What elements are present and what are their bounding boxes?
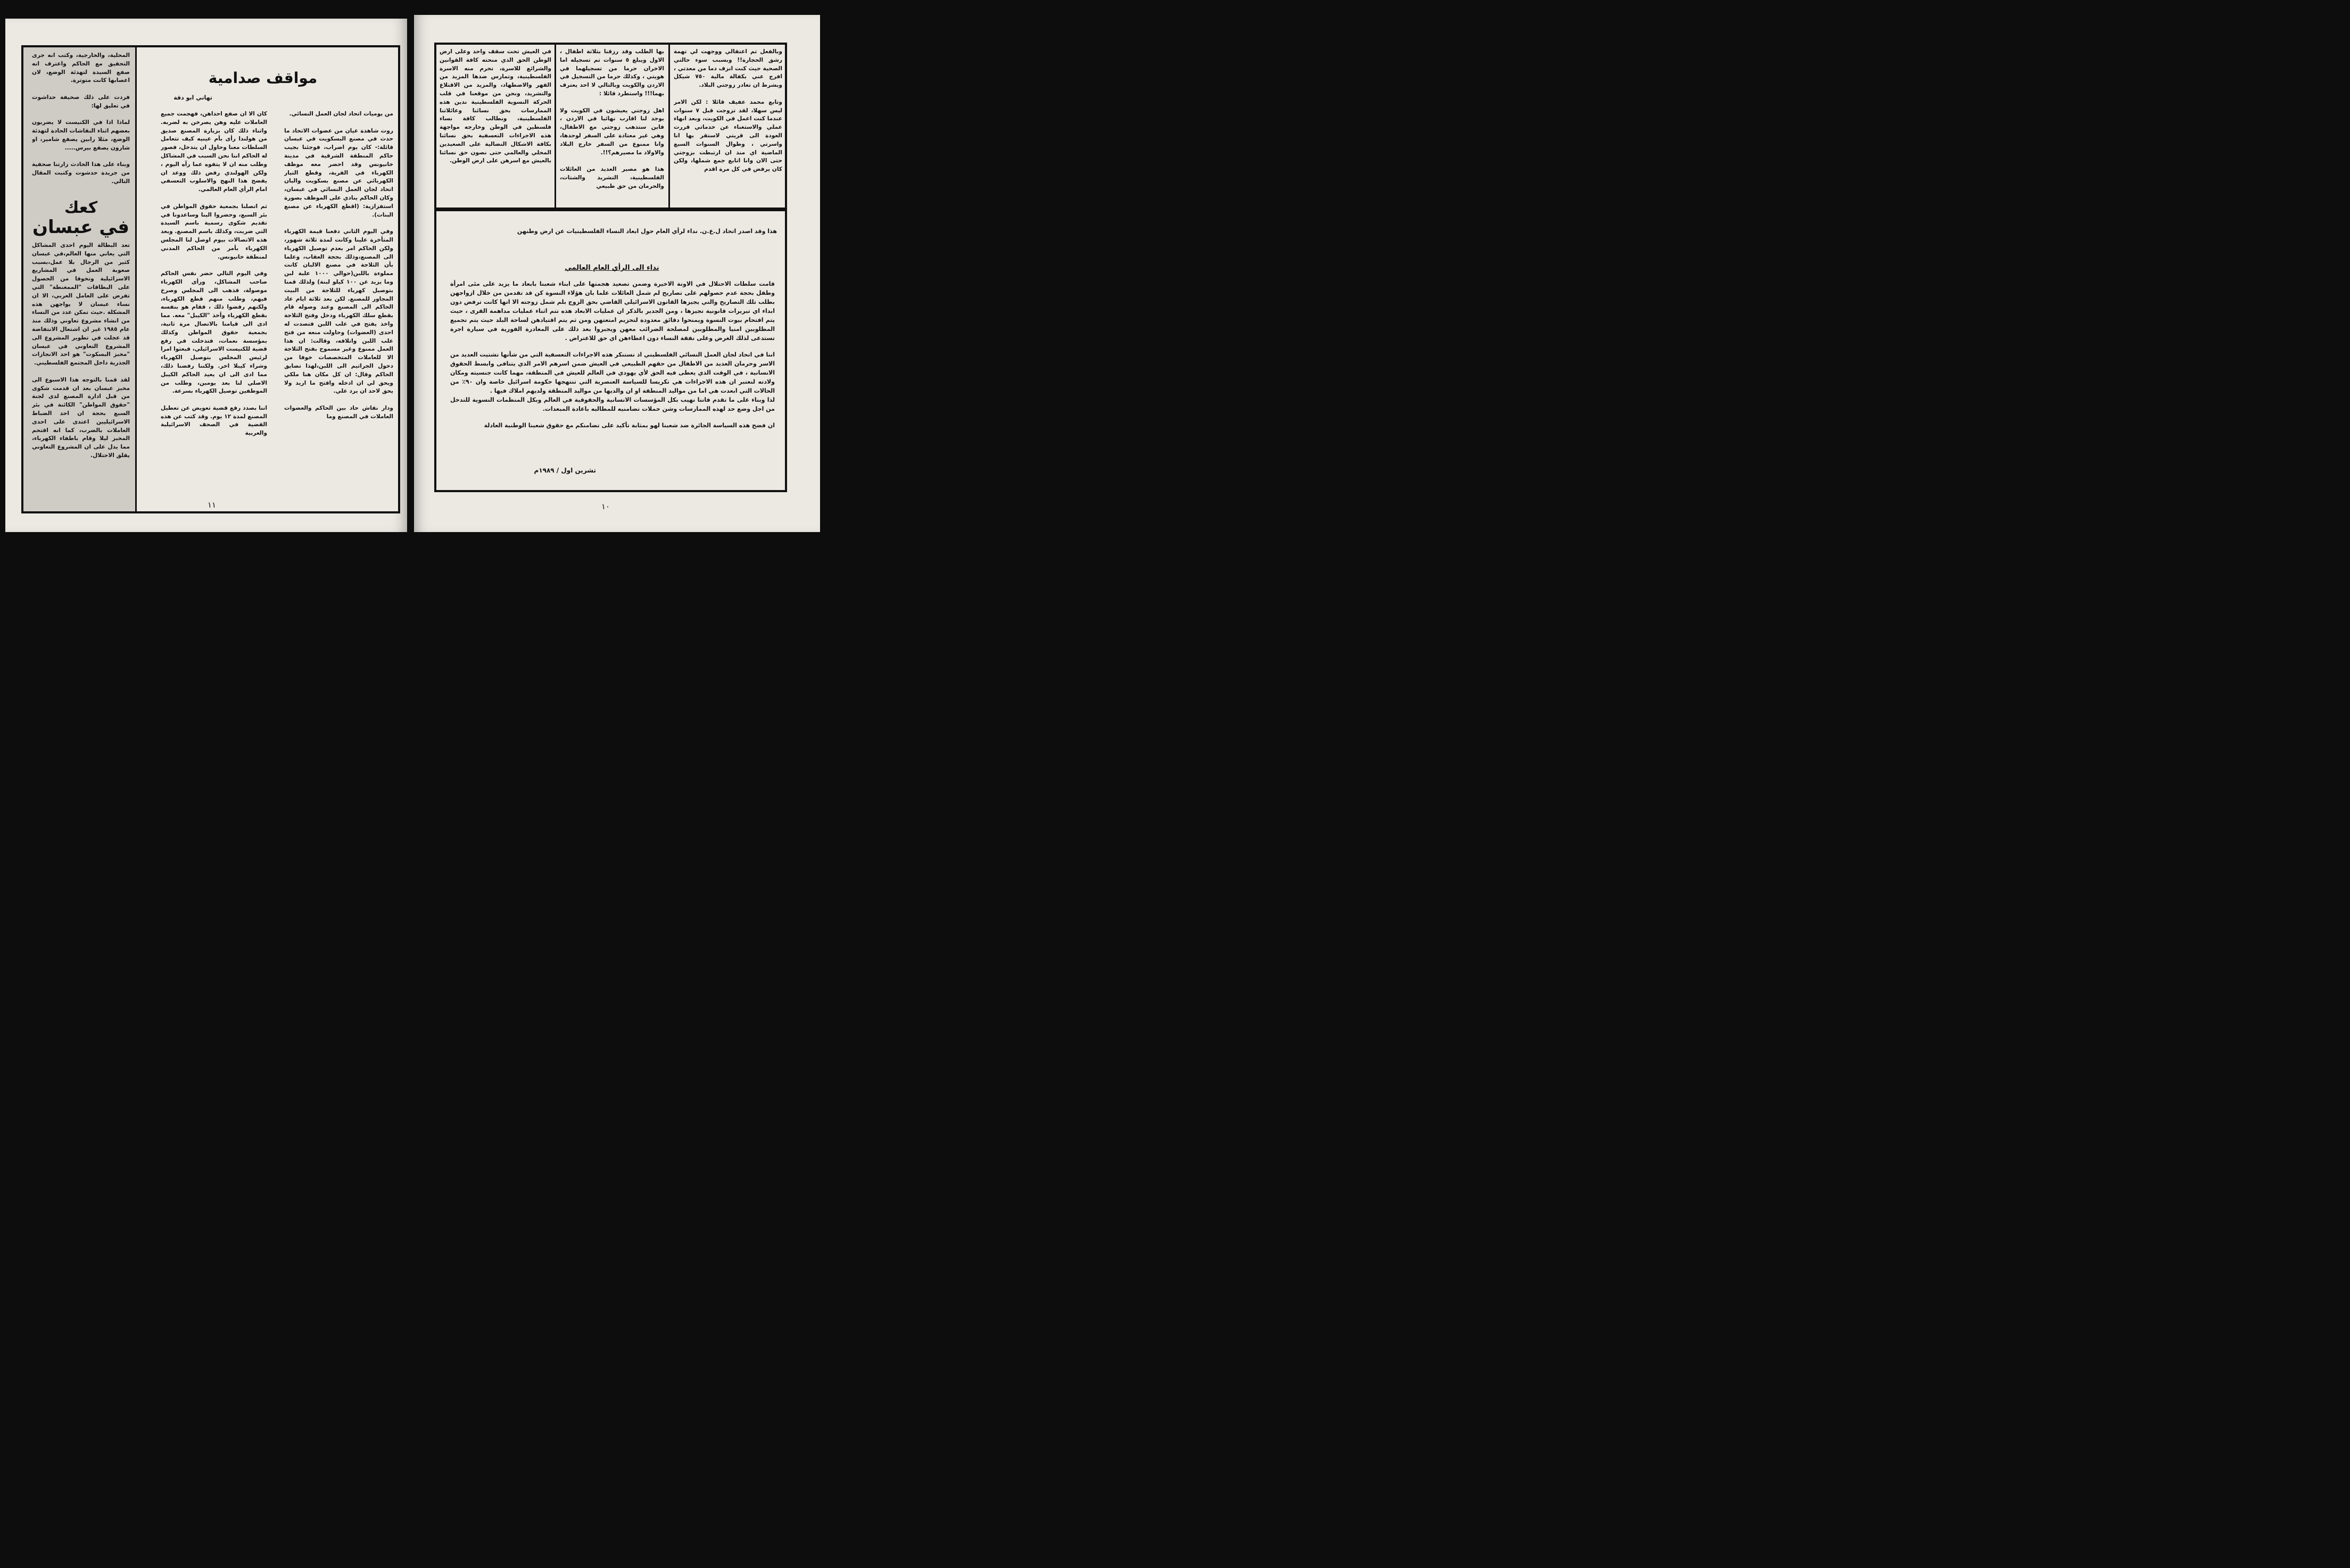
col-c: من يوميات اتحاد لجان العمل النسائي. روت شاهدة عيان من عضوات الاتحاد ما حدث في مصنع البسكويت في عبسان قائلة:- كان يوم اضراب، فوجئنا بجيب حاكم المنطقة الشرقية في مدينة خانيونس وقد احضر معه موظف الكهرباء في القرية، وقطع التيار الكهربائي عن مصنع بسكويت والبان اتحاد لجان العمل النسائي في عبسان، وكان الحاكم ينادي على الموظف بصورة استفزازية: (اقطع الكهرباء عن مصنع البنات). وفي اليوم الثاني دفعنا قيمة الكهرباء المتأخرة علينا وكانت لمدة ثلاثة شهور، ولكن الحاكم امر بعدم توصيل الكهرباء الى المصنع،وذلك بحجة العقاب، وعلما بأن الثلاجة في مصنع الالبان كانت مملوءة باللبن(حوالي ١٠٠٠ علبة لبن وما يزيد عن ١٠٠ كيلو لبنة) ولذلك قمنا بتوصيل كهرباء للثلاجة من البيت المجاور للمصنع. لكن بعد ثلاثة ايام عاد الحاكم الى المصنع وعند وصوله قام بقطع سلك الكهرباء ودخل وفتح الثلاجة واخذ يفتح في علب اللبن فتصدت له احدى (العضوات) وحاولت منعه من فتح علب اللبن واتلافه، وقالت: ان هذا العمل ممنوع وغير مسموح بفتح الثلاجة الا للعاملات المتخصصات خوفا من دخول الجراثيم الى اللبن،لهذا تضايق الحاكم وقال: ان كل مكان هنا ملكي ويحق لي ان ادخله وافتح ما اريد ولا يحق لاحد ان يرد علي. ودار نقاش حاد بين الحاكم والعضوات العاملات في المصنع وما — [284, 111, 393, 420]
appeal-paragraph: قامت سلطات الاحتلال في الاونة الاخيرة وضمن تصعيد هجمتها على ابناء شعبنا بابعاد ما يزيد على مئى امرأة وطفل بحجة عدم حصولهم على تصاريح لم شمل العائلات علما بان هؤلاء النسوة كن قد تقدمن من خلال ازواجهن بطلب تلك التصاريح والتي يجيزها القانون الاسرائيلي القاضي بحق الزوج بلم شمل زوجته الا انها كانت ترفض دون ابداء اي تبريرات قانونية تجيزها ، ومن الجدير بالذكر ان عمليات الابعاد هذه تتم اثناء عمليات مداهمة القرى ، حيث يتم اقتحام بيوت النسوة ويمنحوا دقائق معدودة لتحزيم امتعتهن ومن ثم يتم اقتيادهن لساحة البلد حيث يتم تجميع المطلوبين امنيا والمطلوبين لمصلحة الضرائب معهن ويجبروا بعد ذلك على المغادرة الفورية في سيارة اجرة تستدعى لذلك الغرض وعلى نفقة النساء دون اعطاءهن اي حق للاعتراض . — [450, 280, 775, 342]
top-divider-2 — [668, 45, 670, 208]
article-byline: تهاني ابو دقة — [173, 94, 212, 101]
top-col-3: في العيش تحت سقف واحد وعلى ارض الوطن الحق الذي منحته كافة القوانين والشرائع للاسرة، تحرم منه الاسرة الفلسطينية، وتمارس ضدها المزيد من القهر والاضطهاد، والمزيد من الاقتلاع والتشريد، ونحن من موقعنا في قلب الحركة النسوية الفلسطينية ندين هذه الممارسات بحق نسائنا وعائلاتنا الفلسطينية، ونطالب كافة نساء فلسطين في الوطن وخارجه مواجهة هذه الاجراءات التعسفية بحق نسائنا بكافة الاشكال النضالية على الصعيدين المحلي والعالمي حتى نصون حق نسائنا بالعيش مع اسرهن على ارض الوطن. — [440, 48, 551, 164]
appeal-intro: هذا وقد اصدر اتحاد ل.ع.ن. نداء لرأي العام حول ابعاد النساء الفلسطينيات عن ارض وطنهن — [517, 228, 777, 235]
col-b: كان الا ان صفع احداهن، فهجمت جميع العاملات عليه وهن يصرخن به لضربه. واثناء ذلك كان بزيارة المصنع صديق من هولندا رأى بأم عينيه كيف تتعامل السلطات معنا وحاول ان يتدخل، فصور له الحاكم اننا نحن السبب في المشاكل وطلب منه ان لا يتفوه عما رآه اليوم ، ولكن الهولندي رفض ذلك ووعد ان يفضح هذا النهج والاسلوب التعسفي امام الرأي العام العالمي. ثم اتصلنا بجمعية حقوق المواطن في بئر السبع، وحضروا الينا وساعدونا في تقديم شكوى رسمية باسم السيدة التي ضربت، وكذلك باسم المصنع. وبعد هذه الاتصالات بيوم اوصل لنا المجلس الكهرباء بأمر من الحاكم المدني لمنطقة خانيونس. وفي اليوم التالي حضر نفس الحاكم صاحب المشاكل، ورأى الكهرباء موصولة، فذهب الى المجلس وصرخ فيهم، وطلب منهم قطع الكهرباء، ولكنهم رفضوا ذلك ، فقام هو بنفسه بقطع الكهرباء وأخذ "الكيبل" معه. مما ادى الى قيامنا بالاتصال مرة ثانية، بجمعية حقوق المواطن وكذلك بمؤسسة نعمات، فتدخلت في رفع قضية للكنيست الاسرائيلي، فبعثوا امرا لرئيس المجلس بتوصيل الكهرباء وشراء كيبلا اخر. ولكننا رفضنا ذلك، مما ادى الى ان يعيد الحاكم الكيبل الاصلي لنا بعد يومين، وطلب من الموظفين توصيل الكهرباء بسرعة. اننا بصدد رفع قضية تعويض عن تعطيل المصنع لمدة ١٢ يوم. وقد كتب عن هذه القضية في الصحف الاسرائيلية والعربية — [161, 111, 267, 437]
appeal-title: نداء الى الرأي العام العالمي — [565, 264, 659, 272]
top-col-1: وبالفعل تم اعتقالي ووجهت لي تهمة رشق الحجارة!! وبسبب سوء حالتي الصحية حيث كنت انزف دما من معدتي ، افرج عني بكفالة مالية ٧٥٠ شيكل وبشرط ان تغادر زوجتي البلاد. وتابع محمد عفيف قائلا : لكن الامر ليس سهلا، لقد تزوجت قبل ٧ سنوات عندما كنت اعمل في الكويت، وبعد انهاء عملي والاستغناء عن خدماتي قررت العودة الى قريتي لاستقر بها انا واسرتي ، وطوال السنوات السبع الماضية اي منذ ان ارتبطت بزوجتي حتى الان وانا اتابع جمع شملها، ولكن كان يرفض في كل مرة اقدم — [674, 48, 782, 173]
top-col-2: بها الطلب وقد رزقنا بثلاثة اطفال ، الاول ويبلغ ٥ سنوات تم تسجيله اما الاخران حرما من تسجيلهما في هويتي ، وكذلك حرما من التسجيل في الاردن والكويت وبالتالي لا احد يعترف بهما!!! واستطرد قائلا : اهل زوجتي يعيشون في الكويت ولا يوجد لنا اقارب نهائيا في الاردن ، فاين ستذهب زوجتي مع الاطفال، وهي غير معتادة على السفر لوحدها، وانا ممنوع من السفر خارج البلاد والاولاد ما مصيرهم؟!!. هذا هو مصير العديد من العائلات الفلسطينية، التشريد والشتات، والحرمان من حق طبيعي — [560, 48, 664, 189]
page-number-left: ١١ — [208, 500, 217, 510]
col-a-top: المحلية، والخارجية، وكتب انه جرى التحقيق مع الحاكم واعترف انه صفع السيدة لتهدئة الوضع، لان اعصابها كانت متوترة. فردت على ذلك صحيفة حداشوت في تعليق لها: لماذا اذا في الكنيست لا يضربون بعضهم اثناء النقاشات الحادة لتهدئة الوضع، مثلا رابين يصفع شامير، او شارون يصفع بيرس..... وبناء على هذا الحادث زارتنا صحفية من جريدة حدشوت وكتبت المقال التالي. — [32, 52, 130, 185]
col-a-body: تعد البطالة اليوم احدى المشاكل التي يعاني منها العالم،في عبسان كثير من الرجال بلا عمل،بسبب صعوبة العمل في المشاريع الاسرائيلية وتخوفا من الحصول على البطاقات "الممغنطة" التي تفرض على العامل العربي، الا ان نساء عبسان لا يواجهن هذه المشكلة .حيث تمكن عدد من النساء من انشاء مشروع تعاوني وذلك منذ عام ١٩٨٥ غير ان اشتعال الانتفاضة قد عجلت في تطوير المشروع الى المشروع التعاوني في عبسان "مخبز البسكوت" هو احد الانجازات الجذرية داخل المجتمع الفلسطيني. لقد قمنا بالتوجه هذا الاسبوع الى مخبز عبسان بعد ان قدمت شكوى من قبل ادارة المصنع لدى لجنة "حقوق المواطن" الكائنة في بئر السبع بحجة ان احد الضباط الاسرائيليين اعتدى على احدى العاملات بالضرب، كما انه اقتحم المخبز ليلا وقام باطفاء الكهرباء، مما يدل على ان المشروع التعاوني يقلق الاحتلال. — [32, 242, 130, 459]
left-page — [5, 19, 407, 532]
article-headline: مواقف صدامية — [208, 69, 318, 87]
appeal-frame — [434, 209, 787, 492]
kaak-title-1: كعك — [64, 198, 98, 217]
appeal-body — [450, 279, 775, 455]
kaak-title-2: في عبسان — [32, 217, 129, 238]
col-divider-ab — [135, 47, 137, 511]
right-top-frame — [434, 43, 787, 210]
right-page — [414, 15, 820, 532]
page-number-right: ١٠ — [601, 502, 610, 511]
appeal-paragraph: اننا في اتحاد لجان العمل النسائي الفلسطيني اذ نستنكر هذه الاجراءات التعسفية التي من شأنها تشتيت العديد من الاسر وحرمان العديد من الاطفال من حقهم الطبيعي في العيش ضمن اسرهم الامر الذي يتنافى وابسط الحقوق الانسانية ، في الوقت الذي يعطى فيه الحق لأي يهودي في العالم للعيش في المنطقة، مهما كانت جنسيته ومكان ولادته لنعتبر ان هذه الاجراءات هي تكريسا للسياسة العنصرية التي تنتهجها حكومة اسرائيل خاصة وان ٩٠٪ من الحالات التي ابعدت هي اما من مواليد المنطقة او ان والديها من مواليد المنطقة ولديهم املاك فيها . لذا وبناء على ما تقدم فاننا نهيب بكل المؤسسات الانسانية والحقوقية في العالم وبكل المنظمات النسوية للتدخل من اجل وضع حد لهذه الممارسات وشن حملات تضامنيه للمطالبه باعادة المبعدات. — [450, 351, 775, 412]
top-divider-1 — [555, 45, 556, 208]
appeal-paragraph: ان فضح هذه السياسة الجائرة ضد شعبنا لهو بمثابة تأكيد على تضامنكم مع حقوق شعبنا الوطنية العادلة — [484, 422, 775, 429]
left-page-frame — [21, 45, 400, 513]
appeal-date: تشرين اول / ١٩٨٩م — [534, 467, 596, 474]
